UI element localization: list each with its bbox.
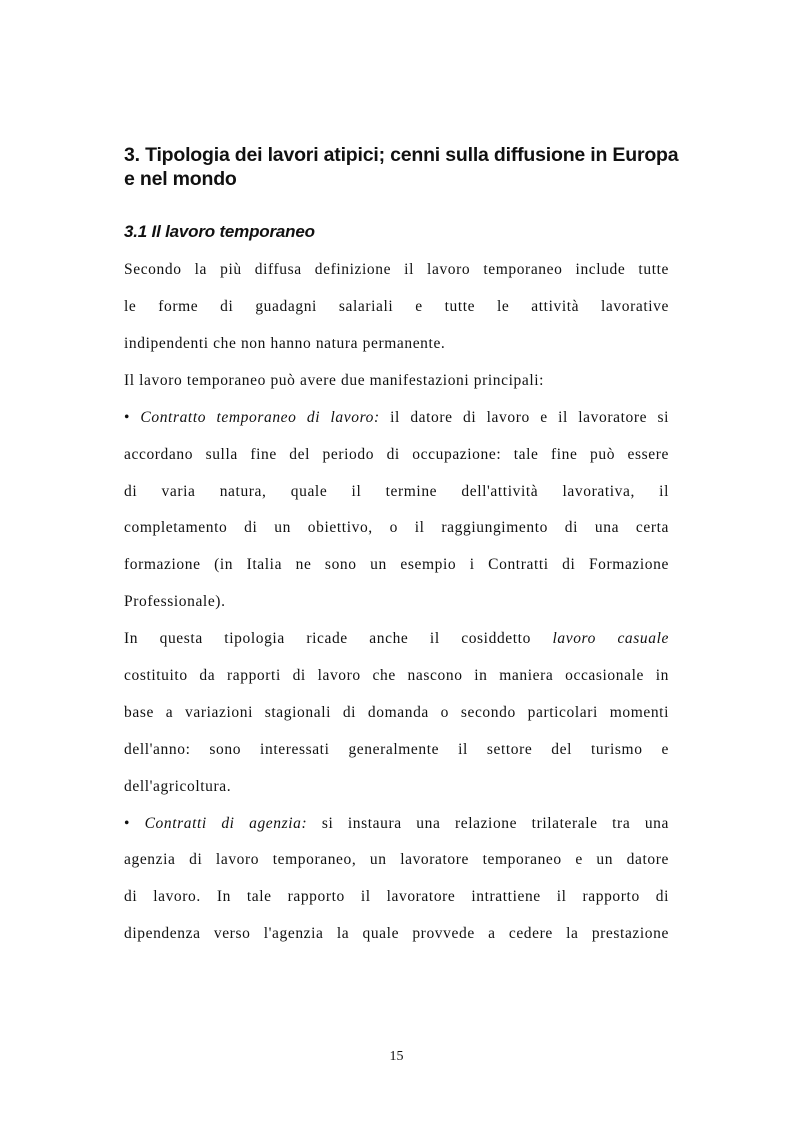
text-line-1: Secondo la più diffusa definizione il lavoro temporaneo include tutte <box>124 261 669 278</box>
text-line-16 <box>124 813 669 835</box>
text-line-6: accordano sulla fine del periodo di occupazione: tale fine può essere <box>124 446 669 463</box>
bullet-2: • <box>124 815 131 832</box>
text-line-3: indipendenti che non hanno natura permanente. <box>124 335 446 352</box>
text-line-2: le forme di guadagni salariali e tutte le attività lavorative <box>124 298 669 315</box>
bullet-1: • <box>124 409 131 426</box>
page-number: 15 <box>389 1049 404 1064</box>
text-line-13: base a variazioni stagionali di domanda o secondo particolari momenti <box>124 704 669 721</box>
term-contratti-di-agenzia: Contratti di agenzia: <box>144 815 308 832</box>
text-line-16-rest: si instaura una relazione trilaterale tra una <box>321 815 669 832</box>
text-line-17: agenzia di lavoro temporaneo, un lavoratore temporaneo e un datore <box>124 851 669 868</box>
term-lavoro-casuale: lavoro casuale <box>552 630 669 647</box>
section-title: 3.1 Il lavoro temporaneo <box>124 222 315 241</box>
text-line-11-start: In questa tipologia ricade anche il cosiddetto <box>124 630 531 647</box>
term-contratto-temporaneo: Contratto temporaneo di lavoro: <box>140 409 380 426</box>
text-line-14: dell'anno: sono interessati generalmente il settore del turismo e <box>124 741 669 758</box>
text-line-5 <box>124 407 669 429</box>
chapter-title-line-2: e nel mondo <box>124 168 237 190</box>
text-line-5-rest: il datore di lavoro e il lavoratore si <box>390 409 669 426</box>
chapter-title-line-1: 3. Tipologia dei lavori atipici; cenni sulla diffusione in Europa <box>124 144 679 166</box>
text-line-4: Il lavoro temporaneo può avere due manifestazioni principali: <box>124 372 545 389</box>
text-line-7: di varia natura, quale il termine dell'attività lavorativa, il <box>124 483 669 500</box>
text-line-8: completamento di un obiettivo, o il raggiungimento di una certa <box>124 519 669 536</box>
text-line-12: costituito da rapporti di lavoro che nascono in maniera occasionale in <box>124 667 669 684</box>
text-line-19: dipendenza verso l'agenzia la quale provvede a cedere la prestazione <box>124 925 669 942</box>
chapter-title <box>124 143 684 191</box>
text-line-11 <box>124 628 669 650</box>
text-line-15: dell'agricoltura. <box>124 778 232 795</box>
text-line-9: formazione (in Italia ne sono un esempio i Contratti di Formazione <box>124 556 669 573</box>
text-line-10: Professionale). <box>124 593 226 610</box>
text-line-18: di lavoro. In tale rapporto il lavoratore intrattiene il rapporto di <box>124 888 669 905</box>
